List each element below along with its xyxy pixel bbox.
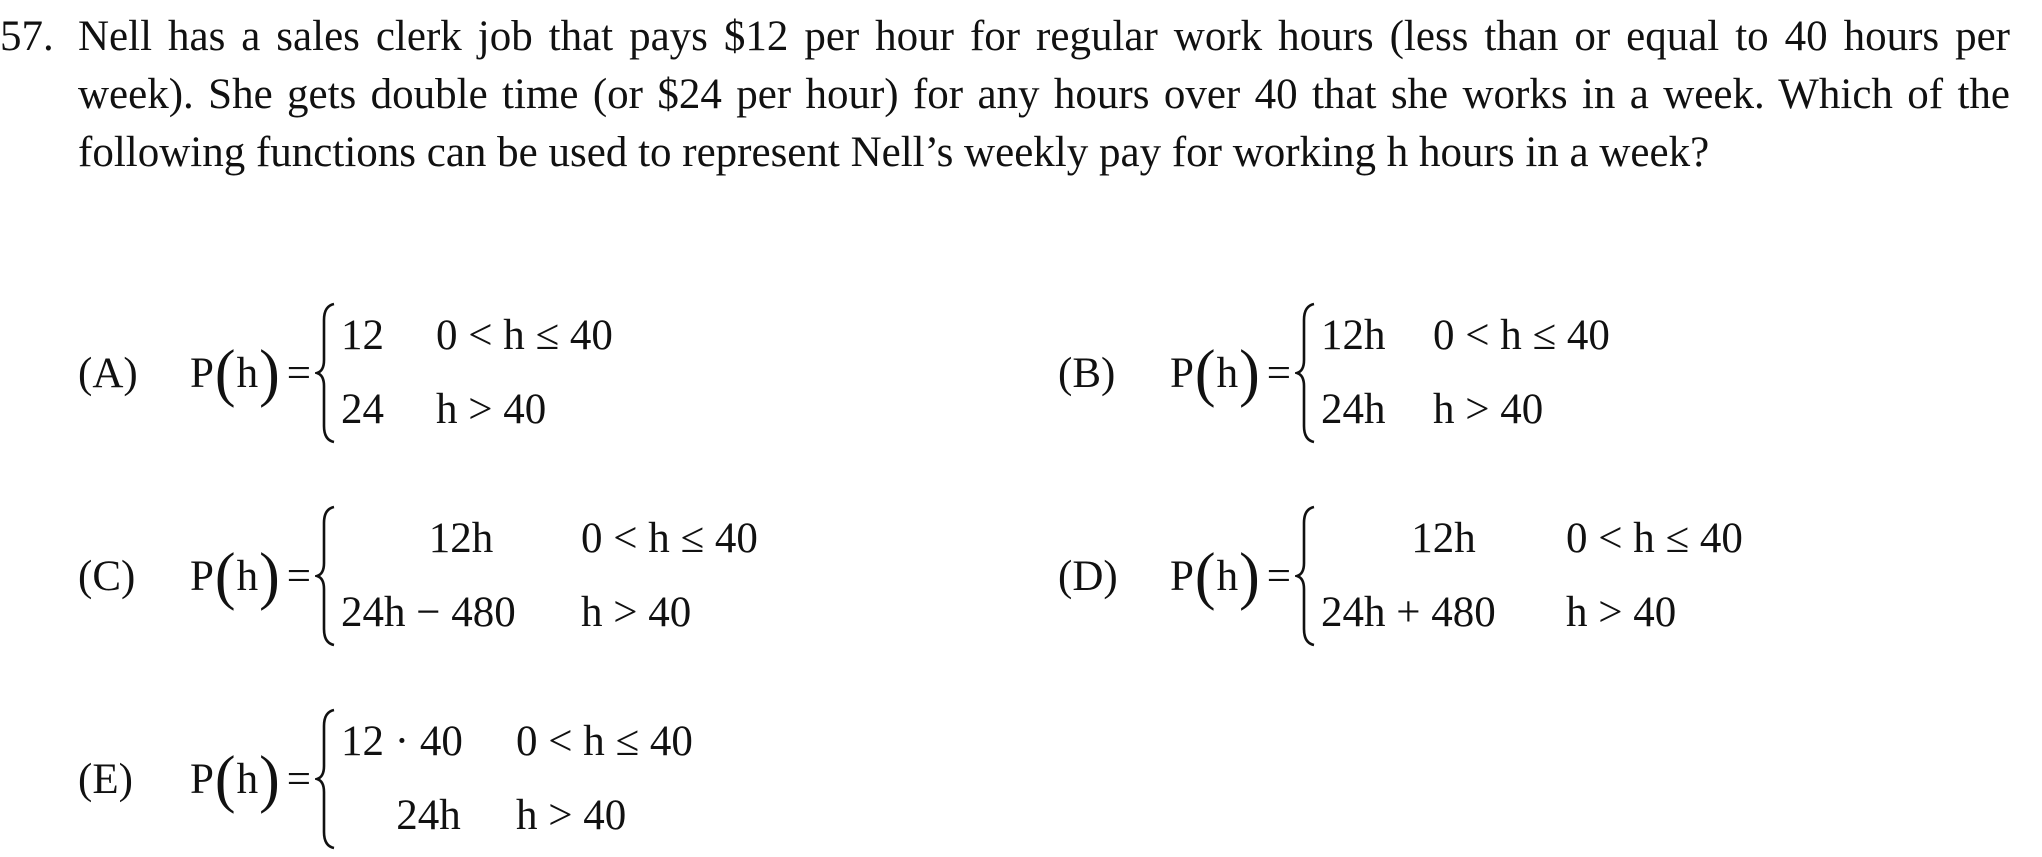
case2-condition: h > 40 [581,589,692,636]
case2-condition: h > 40 [1433,386,1544,433]
option-a[interactable] [78,302,613,444]
option-c[interactable] [78,505,758,647]
function-lhs: P ( h ) = [190,337,311,409]
case1-condition: 0 < h ≤ 40 [516,718,693,765]
function-variable: h [236,552,259,600]
function-lhs: P ( h ) = [1170,337,1291,409]
question-number: 57. [0,13,54,60]
left-brace-icon [1295,505,1317,647]
option-label: (B) [1058,349,1116,397]
function-variable: h [236,349,259,397]
option-b[interactable] [1058,302,1610,444]
function-name: P [190,755,214,803]
case1-expression: 12h [1321,312,1386,359]
case1-expression: 12 · 40 [341,718,463,765]
equals-sign: = [286,755,311,803]
question-text: Nell has a sales clerk job that pays $12 per hour for regular work hours (less than or equal to 40 hours per week). She gets double time (or $24 per hour) for any hours over 40 that she works in a week. Which of the following functions can be used to represent Nell’s weekly pay for working h hours in a week? [78,13,2010,176]
equals-sign: = [286,349,311,397]
piecewise-cases [341,310,613,436]
left-brace-icon [315,302,337,444]
case1-expression: 12h [1411,515,1476,562]
option-label: (E) [78,755,133,803]
left-brace-icon [315,505,337,647]
case1-expression: 12 [341,312,384,359]
case2-expression: 24h + 480 [1321,589,1496,636]
case2-expression: 24h [396,792,461,839]
option-d[interactable] [1058,505,1743,647]
function-lhs: P ( h ) = [1170,540,1291,612]
function-name: P [190,552,214,600]
case2-condition: h > 40 [436,386,547,433]
left-brace-icon [1295,302,1317,444]
equals-sign: = [1266,552,1291,600]
piecewise-cases [341,716,693,842]
function-name: P [1170,552,1194,600]
function-variable: h [1216,349,1239,397]
question-block [0,8,2010,182]
case2-expression: 24h − 480 [341,589,516,636]
function-variable: h [236,755,259,803]
function-lhs: P ( h ) = [190,743,311,815]
option-label: (A) [78,349,138,397]
function-lhs: P ( h ) = [190,540,311,612]
piecewise-cases [1321,310,1610,436]
case2-expression: 24 [341,386,384,433]
equals-sign: = [286,552,311,600]
case2-condition: h > 40 [516,792,627,839]
equals-sign: = [1266,349,1291,397]
case1-condition: 0 < h ≤ 40 [1433,312,1610,359]
case1-condition: 0 < h ≤ 40 [1566,515,1743,562]
function-variable: h [1216,552,1239,600]
case1-expression: 12h [428,515,494,562]
case1-condition: 0 < h ≤ 40 [581,515,758,562]
option-label: (D) [1058,552,1118,600]
case2-condition: h > 40 [1566,589,1677,636]
option-e[interactable] [78,708,693,850]
case2-expression: 24h [1321,386,1386,433]
function-name: P [1170,349,1194,397]
piecewise-cases [341,513,758,639]
option-label: (C) [78,552,136,600]
case1-condition: 0 < h ≤ 40 [436,312,613,359]
function-name: P [190,349,214,397]
left-brace-icon [315,708,337,850]
piecewise-cases [1321,513,1743,639]
